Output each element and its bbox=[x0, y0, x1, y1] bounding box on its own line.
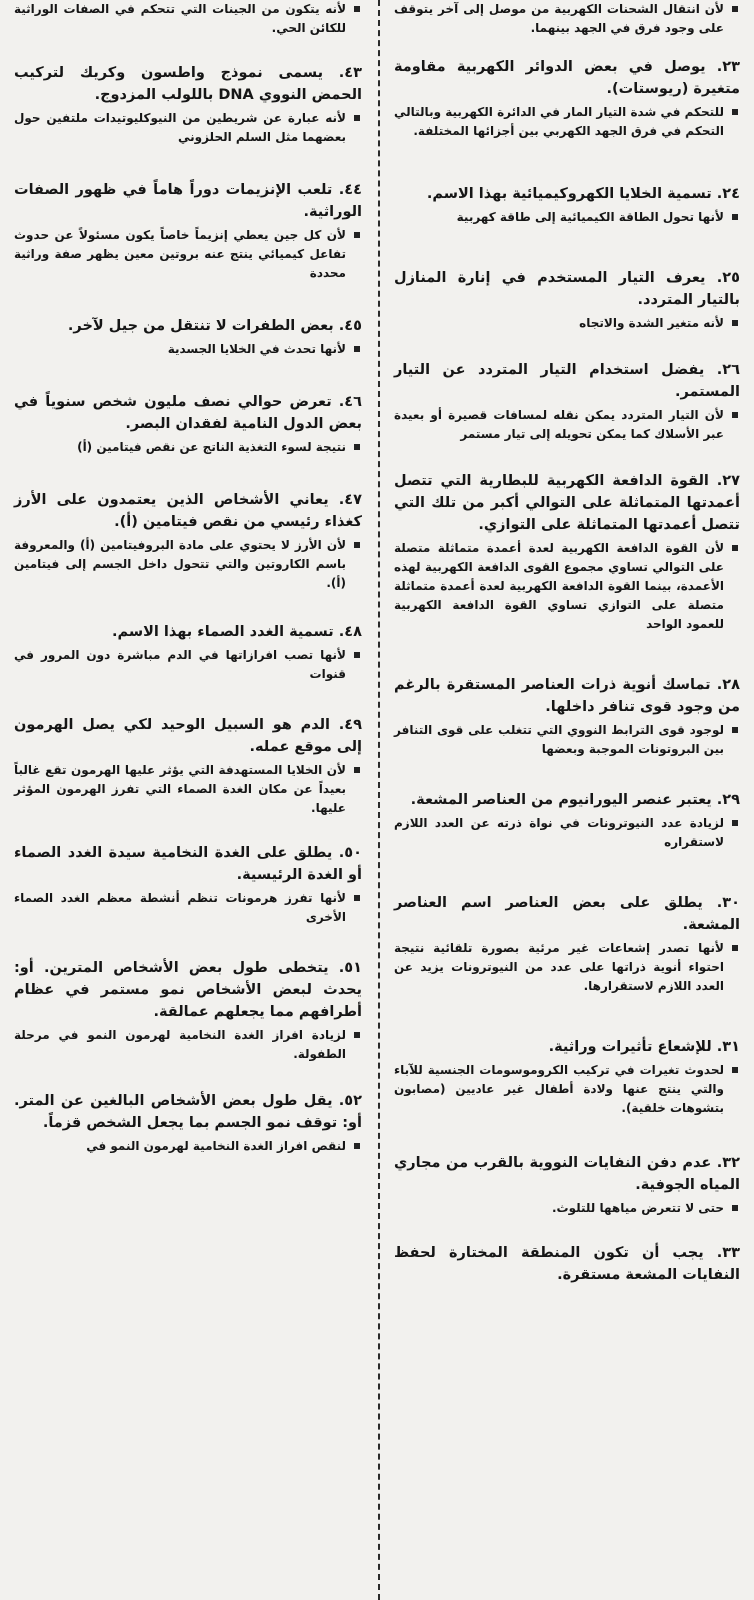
answer-text: لأن القوة الدافعة الكهربية لعدة أعمدة متماثلة متصلة على التوالي تساوي مجموع القوى الدافعة الكهربية لهذه الأعمدة، بينما القوة الدافعة الكهربية لعدة أعمدة متماثلة متصلة على التوازي تساوي القوة الدافعة الكهربية للعمود الواحد bbox=[394, 539, 740, 634]
question-text: ٤٤. تلعب الإنزيمات دوراً هاماً في ظهور الصفات الوراثية. bbox=[14, 182, 362, 220]
bullet-square-icon bbox=[354, 346, 360, 352]
answer-text: لأنها تحول الطاقة الكيميائية إلى طاقة كهربية bbox=[394, 208, 740, 227]
answer-text: لأن الأرز لا يحتوي على مادة البروفيتامين (أ) والمعروفة باسم الكاروتين والتي تتحول داخل الجسم إلى فيتامين (أ). bbox=[14, 536, 362, 593]
question-text: ٤٦. تعرض حوالي نصف مليون شخص سنوياً في بعض الدول النامية لفقدان البصر. bbox=[14, 394, 362, 432]
question-item bbox=[14, 714, 362, 818]
question-item bbox=[14, 842, 362, 927]
question-item bbox=[394, 789, 740, 852]
question-text: ٥٢. يقل طول بعض الأشخاص البالغين عن المتر. أو: توقف نمو الجسم بما يجعل الشخص قزماً. bbox=[14, 1093, 362, 1131]
question-item bbox=[394, 359, 740, 444]
bullet-square-icon bbox=[732, 945, 738, 951]
answer-text: لنقص افراز الغدة النخامية لهرمون النمو في bbox=[14, 1137, 362, 1156]
answer-text: لأن الخلايا المستهدفة التي يؤثر عليها الهرمون تقع غالباً بعيداً عن مكان الغدة الصماء التي تفرز الهرمون المؤثر عليها. bbox=[14, 761, 362, 818]
bullet-square-icon bbox=[354, 652, 360, 658]
question-text: ٢٣. يوصل في بعض الدوائر الكهربية مقاومة متغيرة (ريوستات). bbox=[394, 59, 740, 97]
question-item bbox=[394, 1242, 740, 1286]
answer-text: لأنها تفرز هرمونات تنظم أنشطة معظم الغدد الصماء الأخرى bbox=[14, 889, 362, 927]
question-item bbox=[14, 315, 362, 359]
bullet-square-icon bbox=[732, 1205, 738, 1211]
answer-text: لزيادة عدد النيوترونات في نواة ذرته عن العدد اللازم لاستقراره bbox=[394, 814, 740, 852]
bullet-square-icon bbox=[354, 232, 360, 238]
question-item bbox=[14, 391, 362, 457]
question-text: ٤٩. الدم هو السبيل الوحيد لكي يصل الهرمون إلى موقع عمله. bbox=[14, 717, 362, 755]
bullet-square-icon bbox=[732, 6, 738, 12]
bullet-square-icon bbox=[732, 820, 738, 826]
question-text: ٢٤. تسمية الخلايا الكهروكيميائية بهذا الاسم. bbox=[426, 186, 740, 202]
question-item bbox=[394, 0, 740, 38]
question-text: ٤٥. بعض الطفرات لا تنتقل من جيل لآخر. bbox=[67, 318, 362, 334]
question-item bbox=[14, 489, 362, 593]
question-item bbox=[14, 621, 362, 684]
question-text: ٣٢. عدم دفن النفايات النووية بالقرب من مجاري المياه الجوفية. bbox=[394, 1155, 740, 1193]
question-text: ٢٩. يعتبر عنصر اليورانيوم من العناصر المشعة. bbox=[410, 792, 740, 808]
bullet-square-icon bbox=[354, 1032, 360, 1038]
bullet-square-icon bbox=[354, 542, 360, 548]
answer-text: حتى لا تتعرض مياهها للتلوث. bbox=[394, 1199, 740, 1218]
answer-text: لوجود قوى الترابط النووي التي تتغلب على قوى التنافر بين البروتونات الموجبة وبعضها bbox=[394, 721, 740, 759]
question-item bbox=[394, 183, 740, 227]
answer-text: لأن كل جين يعطي إنزيماً خاصاً يكون مسئولاً عن حدوث تفاعل كيميائي ينتج عنه بروتين معين يظهر صفة وراثية محددة bbox=[14, 226, 362, 283]
answer-text: لأن التيار المتردد يمكن نقله لمسافات قصيرة أو بعيدة عبر الأسلاك كما يمكن تحويله إلى تيار مستمر bbox=[394, 406, 740, 444]
answer-text: لأنه عبارة عن شريطين من النيوكليوتيدات ملتفين حول بعضهما مثل السلم الحلزوني bbox=[14, 109, 362, 147]
bullet-square-icon bbox=[354, 444, 360, 450]
answer-text: لأنه يتكون من الجينات التي تتحكم في الصفات الوراثية للكائن الحي. bbox=[14, 0, 362, 38]
bullet-square-icon bbox=[732, 320, 738, 326]
right-column bbox=[386, 0, 754, 1600]
question-text: ٢٥. يعرف التيار المستخدم في إنارة المنازل بالتيار المتردد. bbox=[394, 270, 740, 308]
bullet-square-icon bbox=[732, 109, 738, 115]
bullet-square-icon bbox=[354, 6, 360, 12]
question-text: ٣١. للإشعاع تأثيرات وراثية. bbox=[548, 1039, 740, 1055]
column-divider bbox=[378, 0, 380, 1600]
bullet-square-icon bbox=[732, 214, 738, 220]
question-text: ٢٨. تماسك أنوية ذرات العناصر المستقرة بالرغم من وجود قوى تنافر داخلها. bbox=[394, 677, 740, 715]
question-item bbox=[14, 62, 362, 147]
answer-text: لحدوث تغيرات في تركيب الكروموسومات الجنسية للآباء والتي ينتج عنها ولادة أطفال غير عاديين (مصابون بتشوهات خلقية). bbox=[394, 1061, 740, 1118]
question-item bbox=[394, 1152, 740, 1218]
question-text: ٥٠. يطلق على الغدة النخامية سيدة الغدد الصماء أو الغدة الرئيسية. bbox=[14, 845, 362, 883]
answer-text: لأنه متغير الشدة والاتجاه bbox=[394, 314, 740, 333]
answer-text: لأن انتقال الشحنات الكهربية من موصل إلى آخر يتوقف على وجود فرق في الجهد بينهما. bbox=[394, 0, 740, 38]
question-text: ٢٦. يفضل استخدام التيار المتردد عن التيار المستمر. bbox=[394, 362, 740, 400]
question-item bbox=[394, 1036, 740, 1118]
bullet-square-icon bbox=[732, 1067, 738, 1073]
question-text: ٢٧. القوة الدافعة الكهربية للبطارية التي تتصل أعمدتها المتماثلة على التوالي أكبر من تلك التي تتصل أعمدتها المتماثلة على التوازي. bbox=[394, 473, 740, 533]
answer-text: لزيادة افراز الغدة النخامية لهرمون النمو في مرحلة الطفولة. bbox=[14, 1026, 362, 1064]
question-text: ٣٠. يطلق على بعض العناصر اسم العناصر المشعة. bbox=[394, 895, 740, 933]
question-item bbox=[14, 1090, 362, 1156]
answer-text: لأنها تحدث في الخلايا الجسدية bbox=[14, 340, 362, 359]
bullet-square-icon bbox=[354, 115, 360, 121]
question-item bbox=[14, 179, 362, 283]
bullet-square-icon bbox=[354, 767, 360, 773]
bullet-square-icon bbox=[354, 895, 360, 901]
left-column bbox=[0, 0, 372, 1600]
question-item bbox=[394, 267, 740, 333]
question-item bbox=[394, 892, 740, 996]
bullet-square-icon bbox=[732, 545, 738, 551]
question-item bbox=[394, 470, 740, 634]
question-item bbox=[14, 957, 362, 1064]
question-item bbox=[394, 56, 740, 141]
question-text: ٤٣. يسمى نموذج واطسون وكريك لتركيب الحمض النووي DNA باللولب المزدوج. bbox=[14, 65, 362, 103]
answer-text: لأنها تصدر إشعاعات غير مرئية بصورة تلقائية نتيجة احتواء أنوية ذراتها على عدد من النيوترونات يزيد عن العدد اللازم لاستقرارها. bbox=[394, 939, 740, 996]
question-text: ٥١. يتخطى طول بعض الأشخاص المترين. أو: يحدث لبعض الأشخاص نمو مستمر في عظام أطرافهم مما يجعلهم عمالقة. bbox=[14, 960, 362, 1020]
question-text: ٣٣. يجب أن تكون المنطقة المختارة لحفظ النفايات المشعة مستقرة. bbox=[394, 1245, 740, 1283]
question-item bbox=[14, 0, 362, 38]
question-text: ٤٧. يعاني الأشخاص الذين يعتمدون على الأرز كغذاء رئيسي من نقص فيتامين (أ). bbox=[14, 492, 362, 530]
bullet-square-icon bbox=[732, 727, 738, 733]
bullet-square-icon bbox=[354, 1143, 360, 1149]
answer-text: للتحكم في شدة التيار المار في الدائرة الكهربية وبالتالي التحكم في فرق الجهد الكهربي بين أجزائها المختلفة. bbox=[394, 103, 740, 141]
question-item bbox=[394, 674, 740, 759]
bullet-square-icon bbox=[732, 412, 738, 418]
question-text: ٤٨. تسمية الغدد الصماء بهذا الاسم. bbox=[111, 624, 362, 640]
answer-text: لأنها تصب افرازاتها في الدم مباشرة دون المرور في قنوات bbox=[14, 646, 362, 684]
answer-text: نتيجة لسوء التغذية الناتج عن نقص فيتامين (أ) bbox=[14, 438, 362, 457]
